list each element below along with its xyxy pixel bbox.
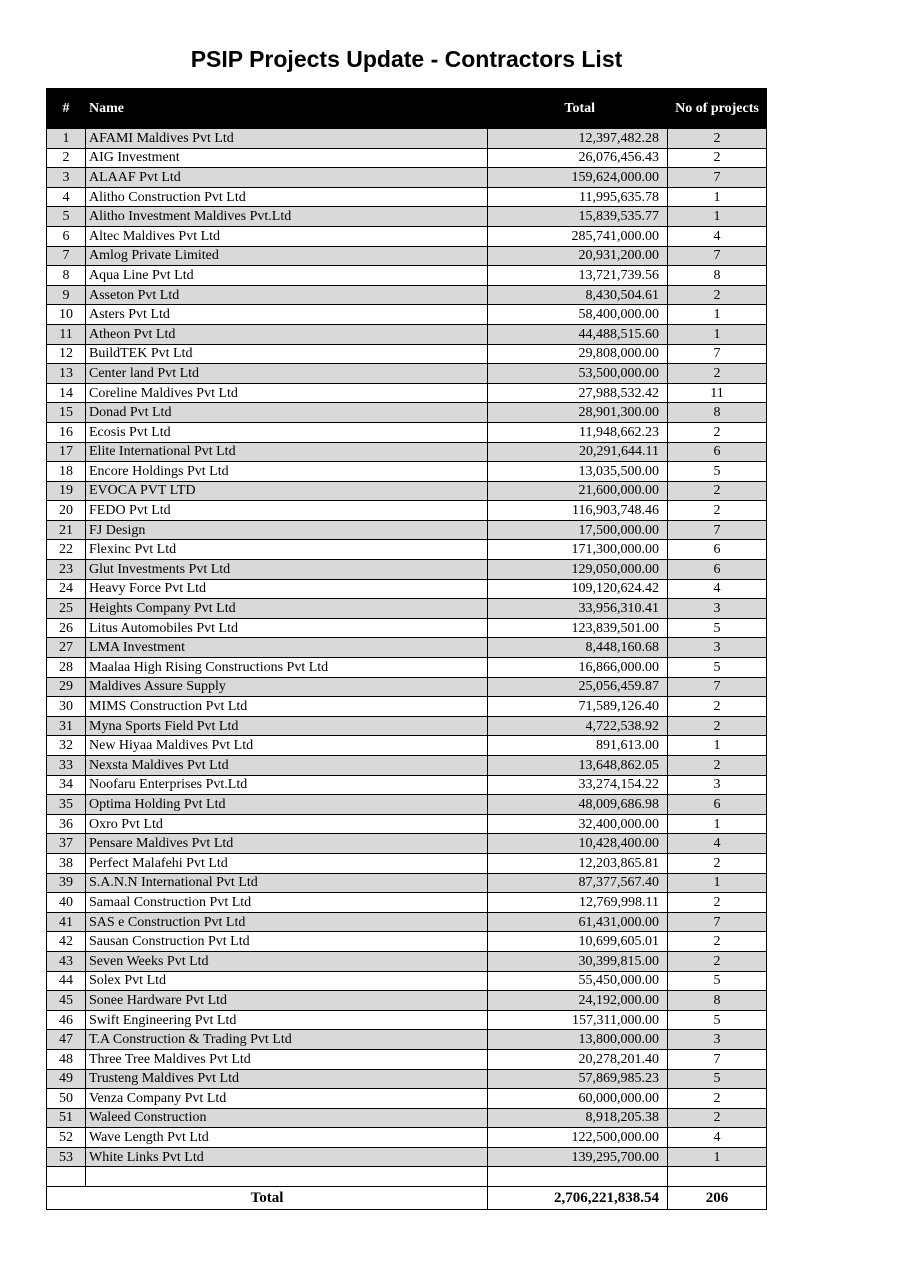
row-number: 37 — [47, 834, 86, 854]
contractor-name: Asseton Pvt Ltd — [86, 285, 488, 305]
contract-total: 13,721,739.56 — [488, 266, 668, 286]
blank-cell — [86, 1167, 488, 1187]
project-count: 3 — [668, 775, 767, 795]
contract-total: 4,722,538.92 — [488, 716, 668, 736]
project-count: 7 — [668, 1049, 767, 1069]
contractor-name: Sonee Hardware Pvt Ltd — [86, 991, 488, 1011]
contract-total: 8,430,504.61 — [488, 285, 668, 305]
contractor-name: Samaal Construction Pvt Ltd — [86, 893, 488, 913]
project-count: 1 — [668, 873, 767, 893]
project-count: 5 — [668, 462, 767, 482]
table-row — [47, 1010, 767, 1030]
table-row — [47, 148, 767, 168]
contract-total: 44,488,515.60 — [488, 324, 668, 344]
row-number: 17 — [47, 442, 86, 462]
contractor-name: MIMS Construction Pvt Ltd — [86, 697, 488, 717]
contractor-name: Venza Company Pvt Ltd — [86, 1089, 488, 1109]
contractor-name: BuildTEK Pvt Ltd — [86, 344, 488, 364]
project-count: 2 — [668, 481, 767, 501]
contractor-name: White Links Pvt Ltd — [86, 1147, 488, 1167]
row-number: 7 — [47, 246, 86, 266]
table-row — [47, 697, 767, 717]
contractor-name: AFAMI Maldives Pvt Ltd — [86, 129, 488, 149]
row-number: 22 — [47, 540, 86, 560]
contract-total: 32,400,000.00 — [488, 814, 668, 834]
row-number: 19 — [47, 481, 86, 501]
project-count: 2 — [668, 364, 767, 384]
contractor-name: Flexinc Pvt Ltd — [86, 540, 488, 560]
contractor-name: Waleed Construction — [86, 1108, 488, 1128]
contract-total: 129,050,000.00 — [488, 560, 668, 580]
project-count: 2 — [668, 697, 767, 717]
row-number: 18 — [47, 462, 86, 482]
contractor-name: Asters Pvt Ltd — [86, 305, 488, 325]
blank-cell — [488, 1167, 668, 1187]
table-header-row — [47, 89, 767, 129]
table-row — [47, 834, 767, 854]
contract-total: 10,428,400.00 — [488, 834, 668, 854]
row-number: 27 — [47, 638, 86, 658]
table-row — [47, 1147, 767, 1167]
table-row — [47, 481, 767, 501]
table-row — [47, 775, 767, 795]
row-number: 9 — [47, 285, 86, 305]
contractor-name: Elite International Pvt Ltd — [86, 442, 488, 462]
row-number: 24 — [47, 579, 86, 599]
row-number: 33 — [47, 756, 86, 776]
project-count: 8 — [668, 991, 767, 1011]
project-count: 1 — [668, 305, 767, 325]
contract-total: 61,431,000.00 — [488, 912, 668, 932]
contract-total: 58,400,000.00 — [488, 305, 668, 325]
contractor-name: Alitho Construction Pvt Ltd — [86, 187, 488, 207]
table-body — [47, 129, 767, 1167]
contract-total: 116,903,748.46 — [488, 501, 668, 521]
column-header-total: Total — [488, 89, 668, 129]
table-row — [47, 560, 767, 580]
project-count: 6 — [668, 442, 767, 462]
contract-total: 21,600,000.00 — [488, 481, 668, 501]
project-count: 1 — [668, 814, 767, 834]
row-number: 40 — [47, 893, 86, 913]
project-count: 1 — [668, 207, 767, 227]
row-number: 12 — [47, 344, 86, 364]
row-number: 35 — [47, 795, 86, 815]
contractor-name: Swift Engineering Pvt Ltd — [86, 1010, 488, 1030]
project-count: 2 — [668, 893, 767, 913]
project-count: 6 — [668, 560, 767, 580]
column-header-projects: No of projects — [668, 89, 767, 129]
table-row — [47, 1069, 767, 1089]
project-count: 5 — [668, 1069, 767, 1089]
project-count: 7 — [668, 344, 767, 364]
project-count: 7 — [668, 246, 767, 266]
contractor-name: Altec Maldives Pvt Ltd — [86, 226, 488, 246]
row-number: 8 — [47, 266, 86, 286]
contractor-name: FJ Design — [86, 520, 488, 540]
contract-total: 33,956,310.41 — [488, 599, 668, 619]
contractor-name: New Hiyaa Maldives Pvt Ltd — [86, 736, 488, 756]
project-count: 2 — [668, 932, 767, 952]
project-count: 2 — [668, 951, 767, 971]
project-count: 4 — [668, 579, 767, 599]
table-row — [47, 1108, 767, 1128]
row-number: 39 — [47, 873, 86, 893]
table-row — [47, 1049, 767, 1069]
column-header-number: # — [47, 89, 86, 129]
project-count: 7 — [668, 168, 767, 188]
row-number: 21 — [47, 520, 86, 540]
contract-total: 57,869,985.23 — [488, 1069, 668, 1089]
row-number: 34 — [47, 775, 86, 795]
row-number: 47 — [47, 1030, 86, 1050]
contractor-name: Sausan Construction Pvt Ltd — [86, 932, 488, 952]
row-number: 45 — [47, 991, 86, 1011]
table-row — [47, 971, 767, 991]
table-row — [47, 932, 767, 952]
contractor-name: Trusteng Maldives Pvt Ltd — [86, 1069, 488, 1089]
contractor-name: Ecosis Pvt Ltd — [86, 422, 488, 442]
contract-total: 15,839,535.77 — [488, 207, 668, 227]
table-row — [47, 736, 767, 756]
contract-total: 159,624,000.00 — [488, 168, 668, 188]
row-number: 16 — [47, 422, 86, 442]
table-row — [47, 795, 767, 815]
contract-total: 87,377,567.40 — [488, 873, 668, 893]
column-header-name: Name — [86, 89, 488, 129]
contractor-name: Solex Pvt Ltd — [86, 971, 488, 991]
contractor-name: EVOCA PVT LTD — [86, 481, 488, 501]
table-row — [47, 442, 767, 462]
project-count: 6 — [668, 540, 767, 560]
table-row — [47, 266, 767, 286]
table-row — [47, 305, 767, 325]
table-row — [47, 168, 767, 188]
row-number: 23 — [47, 560, 86, 580]
contractor-name: Optima Holding Pvt Ltd — [86, 795, 488, 815]
row-number: 41 — [47, 912, 86, 932]
contract-total: 122,500,000.00 — [488, 1128, 668, 1148]
project-count: 2 — [668, 853, 767, 873]
table-row — [47, 599, 767, 619]
table-row — [47, 226, 767, 246]
contract-total: 8,448,160.68 — [488, 638, 668, 658]
row-number: 25 — [47, 599, 86, 619]
contract-total: 10,699,605.01 — [488, 932, 668, 952]
contract-total: 12,203,865.81 — [488, 853, 668, 873]
contract-total: 53,500,000.00 — [488, 364, 668, 384]
row-number: 28 — [47, 658, 86, 678]
contractor-name: Myna Sports Field Pvt Ltd — [86, 716, 488, 736]
row-number: 36 — [47, 814, 86, 834]
table-row — [47, 951, 767, 971]
contract-total: 20,931,200.00 — [488, 246, 668, 266]
row-number: 13 — [47, 364, 86, 384]
row-number: 20 — [47, 501, 86, 521]
table-row — [47, 520, 767, 540]
grand-total-projects: 206 — [668, 1187, 767, 1210]
page-title: PSIP Projects Update - Contractors List — [190, 46, 623, 72]
contractor-name: Donad Pvt Ltd — [86, 403, 488, 423]
project-count: 2 — [668, 148, 767, 168]
project-count: 5 — [668, 971, 767, 991]
project-count: 4 — [668, 1128, 767, 1148]
contract-total: 27,988,532.42 — [488, 383, 668, 403]
row-number: 15 — [47, 403, 86, 423]
project-count: 5 — [668, 618, 767, 638]
project-count: 6 — [668, 795, 767, 815]
contract-total: 17,500,000.00 — [488, 520, 668, 540]
contractor-name: T.A Construction & Trading Pvt Ltd — [86, 1030, 488, 1050]
contract-total: 28,901,300.00 — [488, 403, 668, 423]
contract-total: 8,918,205.38 — [488, 1108, 668, 1128]
table-row — [47, 658, 767, 678]
project-count: 4 — [668, 834, 767, 854]
table-row — [47, 853, 767, 873]
table-row — [47, 1030, 767, 1050]
row-number: 30 — [47, 697, 86, 717]
row-number: 48 — [47, 1049, 86, 1069]
project-count: 1 — [668, 187, 767, 207]
contractor-name: Nexsta Maldives Pvt Ltd — [86, 756, 488, 776]
row-number: 43 — [47, 951, 86, 971]
table-row — [47, 716, 767, 736]
contract-total: 891,613.00 — [488, 736, 668, 756]
contractor-name: FEDO Pvt Ltd — [86, 501, 488, 521]
table-row — [47, 1128, 767, 1148]
row-number: 38 — [47, 853, 86, 873]
contractor-name: Coreline Maldives Pvt Ltd — [86, 383, 488, 403]
contract-total: 13,800,000.00 — [488, 1030, 668, 1050]
contract-total: 20,278,201.40 — [488, 1049, 668, 1069]
row-number: 52 — [47, 1128, 86, 1148]
contractor-name: Maalaa High Rising Constructions Pvt Ltd — [86, 658, 488, 678]
project-count: 5 — [668, 1010, 767, 1030]
contract-total: 123,839,501.00 — [488, 618, 668, 638]
row-number: 11 — [47, 324, 86, 344]
contractor-name: Glut Investments Pvt Ltd — [86, 560, 488, 580]
contract-total: 12,769,998.11 — [488, 893, 668, 913]
project-count: 4 — [668, 226, 767, 246]
project-count: 2 — [668, 129, 767, 149]
project-count: 1 — [668, 736, 767, 756]
contract-total: 16,866,000.00 — [488, 658, 668, 678]
contract-total: 13,648,862.05 — [488, 756, 668, 776]
grand-total-amount: 2,706,221,838.54 — [488, 1187, 668, 1210]
total-label: Total — [47, 1187, 488, 1210]
contractor-name: Oxro Pvt Ltd — [86, 814, 488, 834]
contract-total: 25,056,459.87 — [488, 677, 668, 697]
contract-total: 26,076,456.43 — [488, 148, 668, 168]
table-row — [47, 540, 767, 560]
table-row — [47, 893, 767, 913]
contract-total: 171,300,000.00 — [488, 540, 668, 560]
blank-cell — [668, 1167, 767, 1187]
contract-total: 29,808,000.00 — [488, 344, 668, 364]
blank-cell — [47, 1167, 86, 1187]
contract-total: 24,192,000.00 — [488, 991, 668, 1011]
contractor-name: Heavy Force Pvt Ltd — [86, 579, 488, 599]
contract-total: 157,311,000.00 — [488, 1010, 668, 1030]
row-number: 26 — [47, 618, 86, 638]
table-row — [47, 324, 767, 344]
contractor-name: SAS e Construction Pvt Ltd — [86, 912, 488, 932]
row-number: 53 — [47, 1147, 86, 1167]
contractor-name: LMA Investment — [86, 638, 488, 658]
total-row — [47, 1187, 767, 1210]
table-row — [47, 285, 767, 305]
table-row — [47, 912, 767, 932]
table-row — [47, 677, 767, 697]
project-count: 3 — [668, 1030, 767, 1050]
row-number: 14 — [47, 383, 86, 403]
project-count: 3 — [668, 599, 767, 619]
row-number: 31 — [47, 716, 86, 736]
table-row — [47, 364, 767, 384]
contract-total: 71,589,126.40 — [488, 697, 668, 717]
project-count: 8 — [668, 266, 767, 286]
contract-total: 11,948,662.23 — [488, 422, 668, 442]
table-row — [47, 383, 767, 403]
table-row — [47, 579, 767, 599]
contract-total: 285,741,000.00 — [488, 226, 668, 246]
table-row — [47, 403, 767, 423]
contract-total: 33,274,154.22 — [488, 775, 668, 795]
table-row — [47, 462, 767, 482]
contractor-name: Amlog Private Limited — [86, 246, 488, 266]
table-row — [47, 422, 767, 442]
project-count: 3 — [668, 638, 767, 658]
project-count: 2 — [668, 501, 767, 521]
table-row — [47, 991, 767, 1011]
contractor-name: Seven Weeks Pvt Ltd — [86, 951, 488, 971]
row-number: 5 — [47, 207, 86, 227]
contractor-name: S.A.N.N International Pvt Ltd — [86, 873, 488, 893]
contractors-table — [46, 88, 767, 1210]
project-count: 2 — [668, 1089, 767, 1109]
contractor-name: Heights Company Pvt Ltd — [86, 599, 488, 619]
table-row — [47, 129, 767, 149]
contractor-name: Wave Length Pvt Ltd — [86, 1128, 488, 1148]
row-number: 3 — [47, 168, 86, 188]
contract-total: 12,397,482.28 — [488, 129, 668, 149]
project-count: 1 — [668, 1147, 767, 1167]
table-row — [47, 187, 767, 207]
contractor-name: Noofaru Enterprises Pvt.Ltd — [86, 775, 488, 795]
table-row — [47, 207, 767, 227]
table-row — [47, 246, 767, 266]
row-number: 51 — [47, 1108, 86, 1128]
project-count: 11 — [668, 383, 767, 403]
row-number: 29 — [47, 677, 86, 697]
project-count: 8 — [668, 403, 767, 423]
row-number: 6 — [47, 226, 86, 246]
table-row — [47, 756, 767, 776]
row-number: 1 — [47, 129, 86, 149]
project-count: 5 — [668, 658, 767, 678]
contract-total: 20,291,644.11 — [488, 442, 668, 462]
contract-total: 139,295,700.00 — [488, 1147, 668, 1167]
table-row — [47, 501, 767, 521]
table-row — [47, 814, 767, 834]
contractor-name: Perfect Malafehi Pvt Ltd — [86, 853, 488, 873]
contractor-name: Litus Automobiles Pvt Ltd — [86, 618, 488, 638]
project-count: 7 — [668, 520, 767, 540]
table-row — [47, 618, 767, 638]
project-count: 2 — [668, 756, 767, 776]
contractor-name: Three Tree Maldives Pvt Ltd — [86, 1049, 488, 1069]
project-count: 2 — [668, 285, 767, 305]
project-count: 2 — [668, 422, 767, 442]
contractor-name: Maldives Assure Supply — [86, 677, 488, 697]
row-number: 10 — [47, 305, 86, 325]
row-number: 42 — [47, 932, 86, 952]
contract-total: 30,399,815.00 — [488, 951, 668, 971]
project-count: 2 — [668, 716, 767, 736]
contractor-name: Pensare Maldives Pvt Ltd — [86, 834, 488, 854]
table-row — [47, 1089, 767, 1109]
contractor-name: Alitho Investment Maldives Pvt.Ltd — [86, 207, 488, 227]
row-number: 4 — [47, 187, 86, 207]
contract-total: 48,009,686.98 — [488, 795, 668, 815]
project-count: 7 — [668, 912, 767, 932]
contractor-name: Center land Pvt Ltd — [86, 364, 488, 384]
row-number: 46 — [47, 1010, 86, 1030]
project-count: 7 — [668, 677, 767, 697]
blank-row — [47, 1167, 767, 1187]
contract-total: 60,000,000.00 — [488, 1089, 668, 1109]
contractor-name: Encore Holdings Pvt Ltd — [86, 462, 488, 482]
row-number: 2 — [47, 148, 86, 168]
contract-total: 109,120,624.42 — [488, 579, 668, 599]
table-row — [47, 873, 767, 893]
row-number: 32 — [47, 736, 86, 756]
row-number: 50 — [47, 1089, 86, 1109]
contract-total: 13,035,500.00 — [488, 462, 668, 482]
contractor-name: ALAAF Pvt Ltd — [86, 168, 488, 188]
contractor-name: AIG Investment — [86, 148, 488, 168]
project-count: 2 — [668, 1108, 767, 1128]
contractor-name: Atheon Pvt Ltd — [86, 324, 488, 344]
contract-total: 55,450,000.00 — [488, 971, 668, 991]
row-number: 44 — [47, 971, 86, 991]
row-number: 49 — [47, 1069, 86, 1089]
contract-total: 11,995,635.78 — [488, 187, 668, 207]
table-row — [47, 638, 767, 658]
table-row — [47, 344, 767, 364]
contractor-name: Aqua Line Pvt Ltd — [86, 266, 488, 286]
project-count: 1 — [668, 324, 767, 344]
